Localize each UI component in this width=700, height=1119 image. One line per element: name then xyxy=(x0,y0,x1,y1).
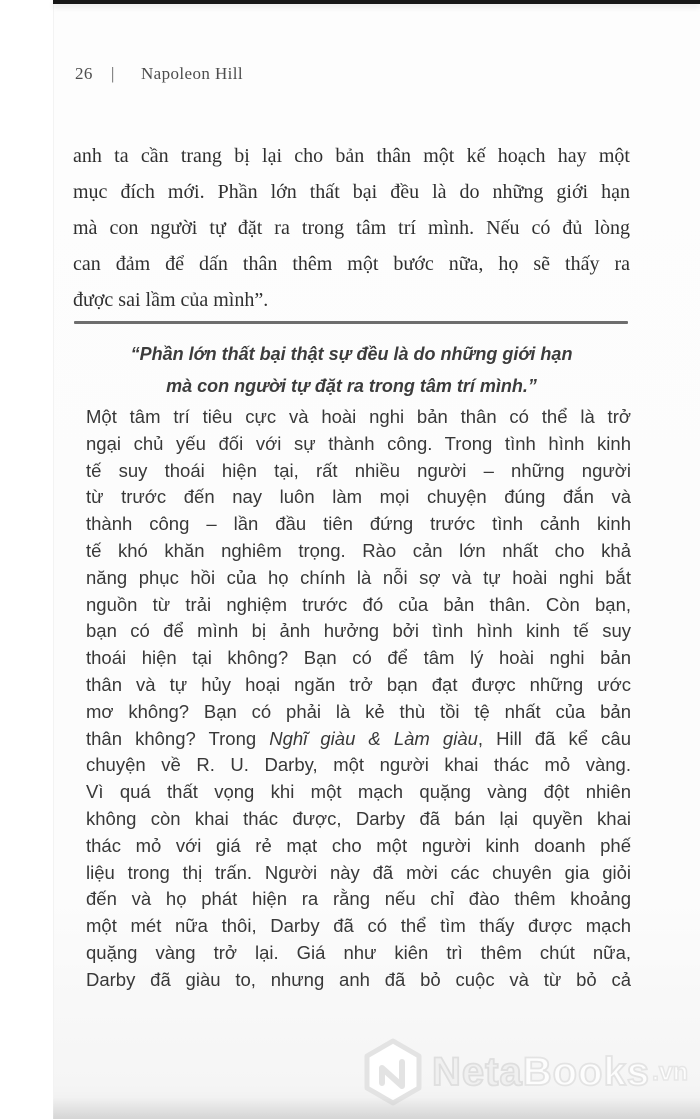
text-line: thân và tự hủy hoại ngăn trở bạn đạt được những ước xyxy=(86,673,631,695)
top-black-edge xyxy=(53,0,700,4)
opening-paragraph xyxy=(73,138,630,318)
text-line: đến và họ phát hiện ra rằng nếu chỉ đào thêm khoảng xyxy=(86,888,631,910)
pull-quote xyxy=(73,338,630,402)
text-line: tế suy thoái hiện tại, rất nhiều người – những người xyxy=(86,459,631,481)
text-line: không còn khai thác được, Darby đã bán lại quyền khai xyxy=(86,807,631,829)
text-line: Darby đã giàu to, nhưng anh đã bỏ cuộc và từ bỏ cả xyxy=(86,968,631,990)
watermark-tld: .vn xyxy=(651,1057,689,1086)
page-number: 26 xyxy=(75,64,93,83)
text-line: được sai lầm của mình”. xyxy=(73,289,269,311)
text-line: năng phục hồi của họ chính là nỗi sợ và tự hoài nghi bắt xyxy=(86,566,631,588)
watermark-brand-part2: Books xyxy=(522,1050,650,1094)
text-line: mục đích mới. Phần lớn thất bại đều là do những giới hạn xyxy=(73,181,630,203)
bottom-page-shadow xyxy=(53,1097,700,1119)
text-line: mơ không? Bạn có phải là kẻ thù tồi tệ nhất của bản xyxy=(86,700,631,722)
text-line: ngại chủ yếu đối với sự thành công. Trong tình hình kinh xyxy=(86,432,631,454)
pull-quote-line-1: “Phần lớn thất bại thật sự đều là do những giới hạn xyxy=(130,344,573,364)
text-line: tế khó khăn nghiêm trọng. Rào cản lớn nhất cho khả xyxy=(86,539,631,561)
text-line: chuyện về R. U. Darby, một người khai thác mỏ vàng. xyxy=(86,754,631,776)
pull-quote-line-2: mà con người tự đặt ra trong tâm trí mình.” xyxy=(166,376,537,396)
netabooks-hexagon-n-icon xyxy=(362,1038,424,1106)
running-head-title: Napoleon Hill xyxy=(141,64,243,83)
watermark-brand-part1: Neta xyxy=(432,1050,523,1094)
header-separator: | xyxy=(111,64,115,83)
text-line: thác mỏ với giá rẻ mạt cho một người kinh doanh phế xyxy=(86,834,631,856)
body-paragraph xyxy=(86,404,631,994)
text-line: thân không? Trong Nghĩ giàu & Làm giàu, Hill đã kể câu xyxy=(86,727,631,749)
text-line: Vì quá thất vọng khi một mạch quặng vàng đột nhiên xyxy=(86,781,631,803)
text-line: can đảm để dấn thân thêm một bước nữa, họ sẽ thấy ra xyxy=(73,253,630,275)
text-line: quặng vàng trở lại. Giá như kiên trì thêm chút nữa, xyxy=(86,941,631,963)
text-line: anh ta cần trang bị lại cho bản thân một kế hoạch hay một xyxy=(73,145,630,167)
text-line: thành công – lần đầu tiên đứng trước tình cảnh kinh xyxy=(86,513,631,535)
text-line: Một tâm trí tiêu cực và hoài nghi bản thân có thể là trở xyxy=(86,406,631,427)
text-line: thoái hiện tại không? Bạn có để tâm lý hoài nghi bản xyxy=(86,647,631,669)
page-header xyxy=(75,64,243,84)
text-line: một mét nữa thôi, Darby đã có thể tìm thấy được mạch xyxy=(86,915,631,937)
text-line: nguồn từ trải nghiệm trước đó của bản thân. Còn bạn, xyxy=(86,593,631,615)
watermark-brand-text xyxy=(432,1052,650,1092)
text-line: mà con người tự đặt ra trong tâm trí mình. Nếu có đủ lòng xyxy=(73,217,630,239)
page-scan-edge xyxy=(53,0,54,1119)
text-line: liệu trong thị trấn. Người này đã mời các chuyên gia giỏi xyxy=(86,861,631,883)
text-line: từ trước đến nay luôn làm mọi chuyện đúng đắn và xyxy=(86,486,631,508)
section-divider xyxy=(74,321,628,324)
text-line: bạn có để mình bị ảnh hưởng bởi tình hình kinh tế suy xyxy=(86,620,631,642)
